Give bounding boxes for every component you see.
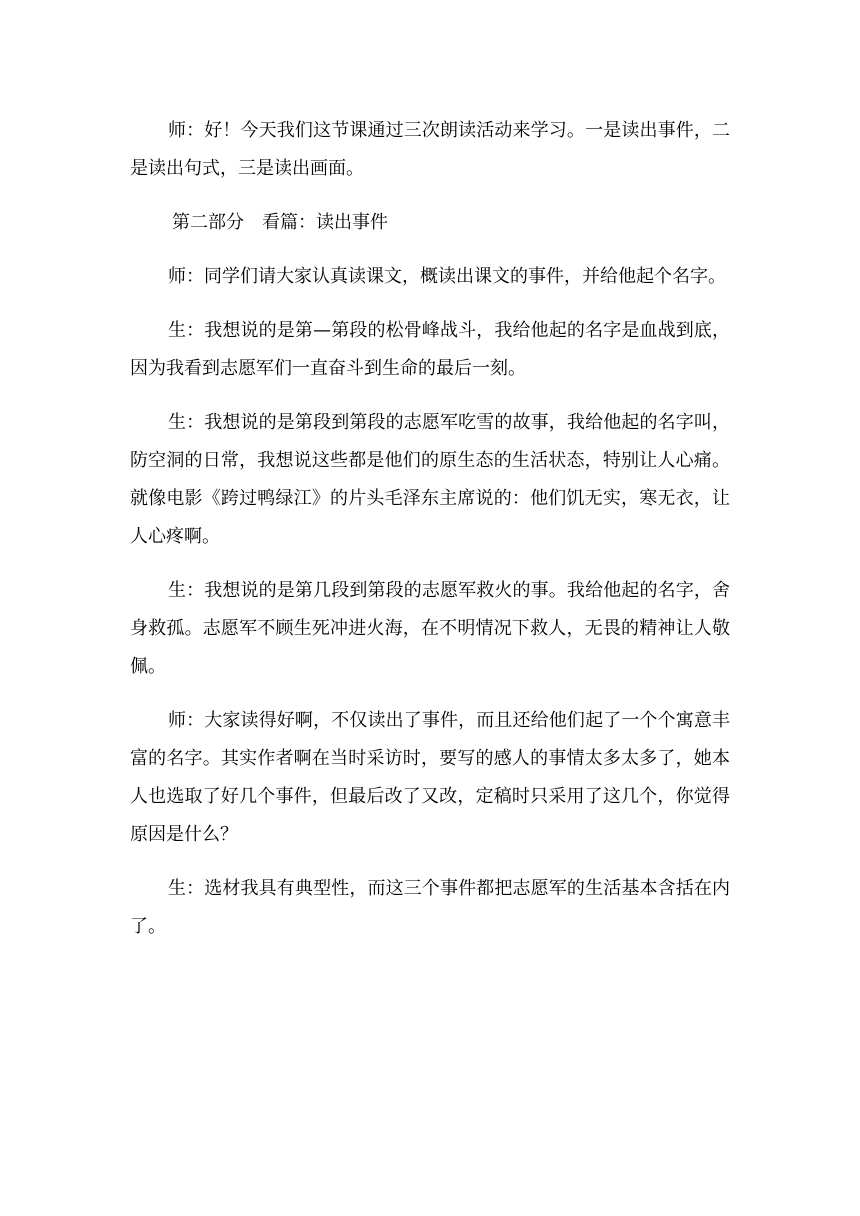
paragraph-teacher-intro: 师：好！今天我们这节课通过三次朗读活动来学习。一是读出事件，二是读出句式，三是读出画面。 [130,120,730,179]
paragraph-student-answer-4: 生：选材我具有典型性，而这三个事件都把志愿军的生活基本含括在内了。 [130,878,730,937]
paragraph-teacher-question: 师：同学们请大家认真读课文，概读出课文的事件，并给他起个名字。 [168,266,726,287]
paragraph-student-answer-2: 生：我想说的是第段到第段的志愿军吃雪的故事，我给他起的名字叫，防空洞的日常，我想说这些都是他们的原生态的生活状态，特别让人心痛。就像电影《跨过鸭绿江》的片头毛泽东主席说的：他们饥无实，寒无衣，让人心疼啊。 [130,412,730,547]
paragraph-student-answer-3: 生：我想说的是第几段到第段的志愿军救火的事。我给他起的名字，舍身救孤。志愿军不顾生死冲进火海，在不明情况下救人，无畏的精神让人敬佩。 [130,580,730,677]
paragraph-teacher-followup: 师：大家读得好啊，不仅读出了事件，而且还给他们起了一个个寓意丰富的名字。其实作者啊在当时采访时，要写的感人的事情太多太多了，她本人也选取了好几个事件，但最后改了又改，定稿时只采用了这几个，你觉得原因是什么？ [130,710,730,845]
section-heading: 第二部分 看篇：读出事件 [172,212,388,233]
paragraph-student-answer-1: 生：我想说的是第—第段的松骨峰战斗，我给他起的名字是血战到底，因为我看到志愿军们一直奋斗到生命的最后一刻。 [130,320,730,379]
document-body [130,112,730,962]
